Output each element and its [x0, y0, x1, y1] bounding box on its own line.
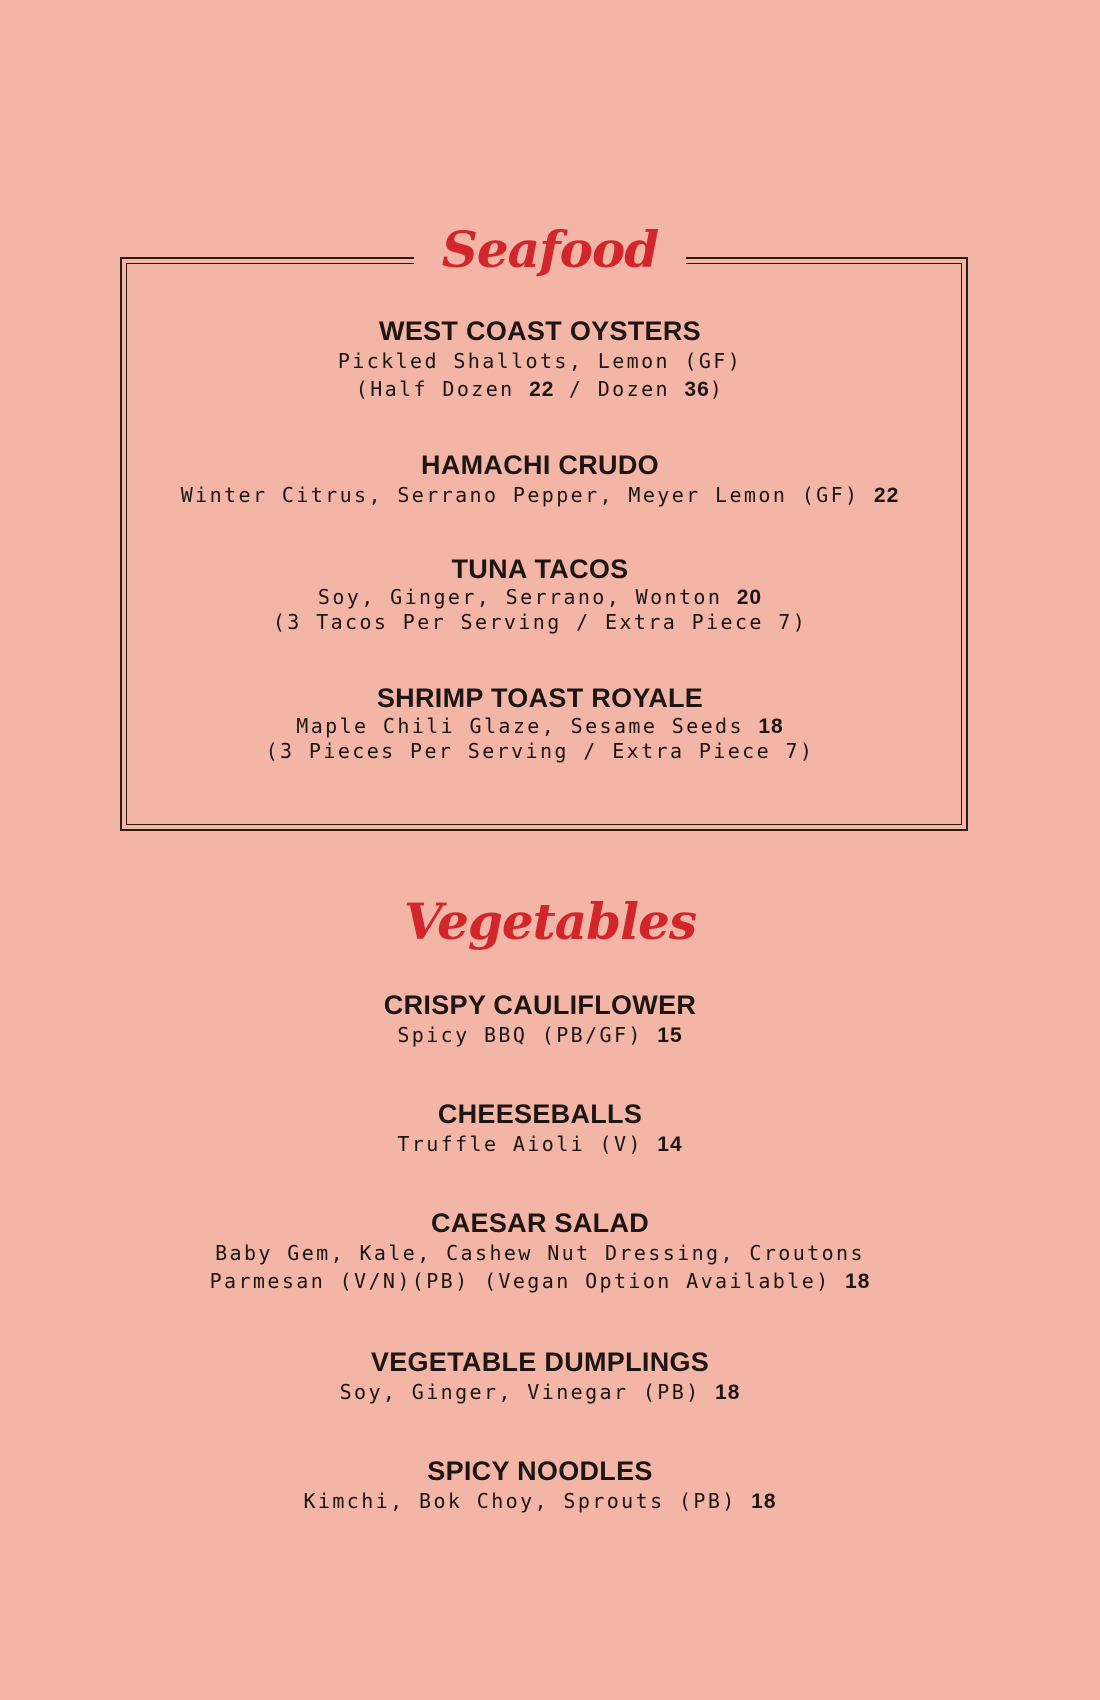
- item-desc: Baby Gem, Kale, Cashew Nut Dressing, Croutons: [215, 1241, 865, 1265]
- item-desc: (3 Tacos Per Serving / Extra Piece 7): [272, 610, 808, 634]
- item-name: CRISPY CAULIFLOWER: [383, 990, 697, 1020]
- item-desc: Spicy BBQ (PB/GF) 15: [397, 1023, 683, 1047]
- item-name: SPICY NOODLES: [427, 1456, 653, 1486]
- menu-item-vegetable-dumplings: [0, 1346, 1080, 1407]
- menu-item-caesar-salad: [0, 1207, 1080, 1296]
- item-name: SHRIMP TOAST ROYALE: [376, 683, 704, 713]
- item-desc: Winter Citrus, Serrano Pepper, Meyer Lemon (GF) 22: [180, 483, 900, 507]
- menu-item-crispy-cauliflower: [0, 989, 1080, 1050]
- menu-item-shrimp-toast-royale: [0, 682, 1080, 764]
- menu-item-spicy-noodles: [0, 1455, 1080, 1516]
- seafood-title: Seafood: [0, 220, 1100, 279]
- menu-item-tuna-tacos: [0, 553, 1080, 635]
- menu-item-cheeseballs: [0, 1098, 1080, 1159]
- item-desc: Maple Chili Glaze, Sesame Seeds 18: [296, 714, 784, 738]
- item-price-line: (Half Dozen 22 / Dozen 36): [355, 377, 725, 401]
- vegetables-title: Vegetables: [403, 892, 697, 951]
- item-desc: Pickled Shallots, Lemon (GF): [337, 349, 743, 373]
- menu-item-hamachi-crudo: [0, 449, 1080, 510]
- item-desc: (3 Pieces Per Serving / Extra Piece 7): [265, 739, 815, 763]
- item-name: WEST COAST OYSTERS: [379, 316, 701, 346]
- item-desc: Truffle Aioli (V) 14: [397, 1132, 683, 1156]
- item-desc: Soy, Ginger, Serrano, Wonton 20: [317, 585, 763, 609]
- item-name: CAESAR SALAD: [430, 1208, 650, 1238]
- item-name: TUNA TACOS: [451, 554, 629, 584]
- item-name: VEGETABLE DUMPLINGS: [370, 1347, 710, 1377]
- item-desc: Soy, Ginger, Vinegar (PB) 18: [339, 1380, 741, 1404]
- item-name: CHEESEBALLS: [437, 1099, 643, 1129]
- item-desc: Parmesan (V/N)(PB) (Vegan Option Available) 18: [209, 1269, 871, 1293]
- menu-item-west-coast-oysters: [0, 315, 1080, 404]
- item-name: HAMACHI CRUDO: [421, 450, 659, 480]
- item-desc: Kimchi, Bok Choy, Sprouts (PB) 18: [303, 1489, 777, 1513]
